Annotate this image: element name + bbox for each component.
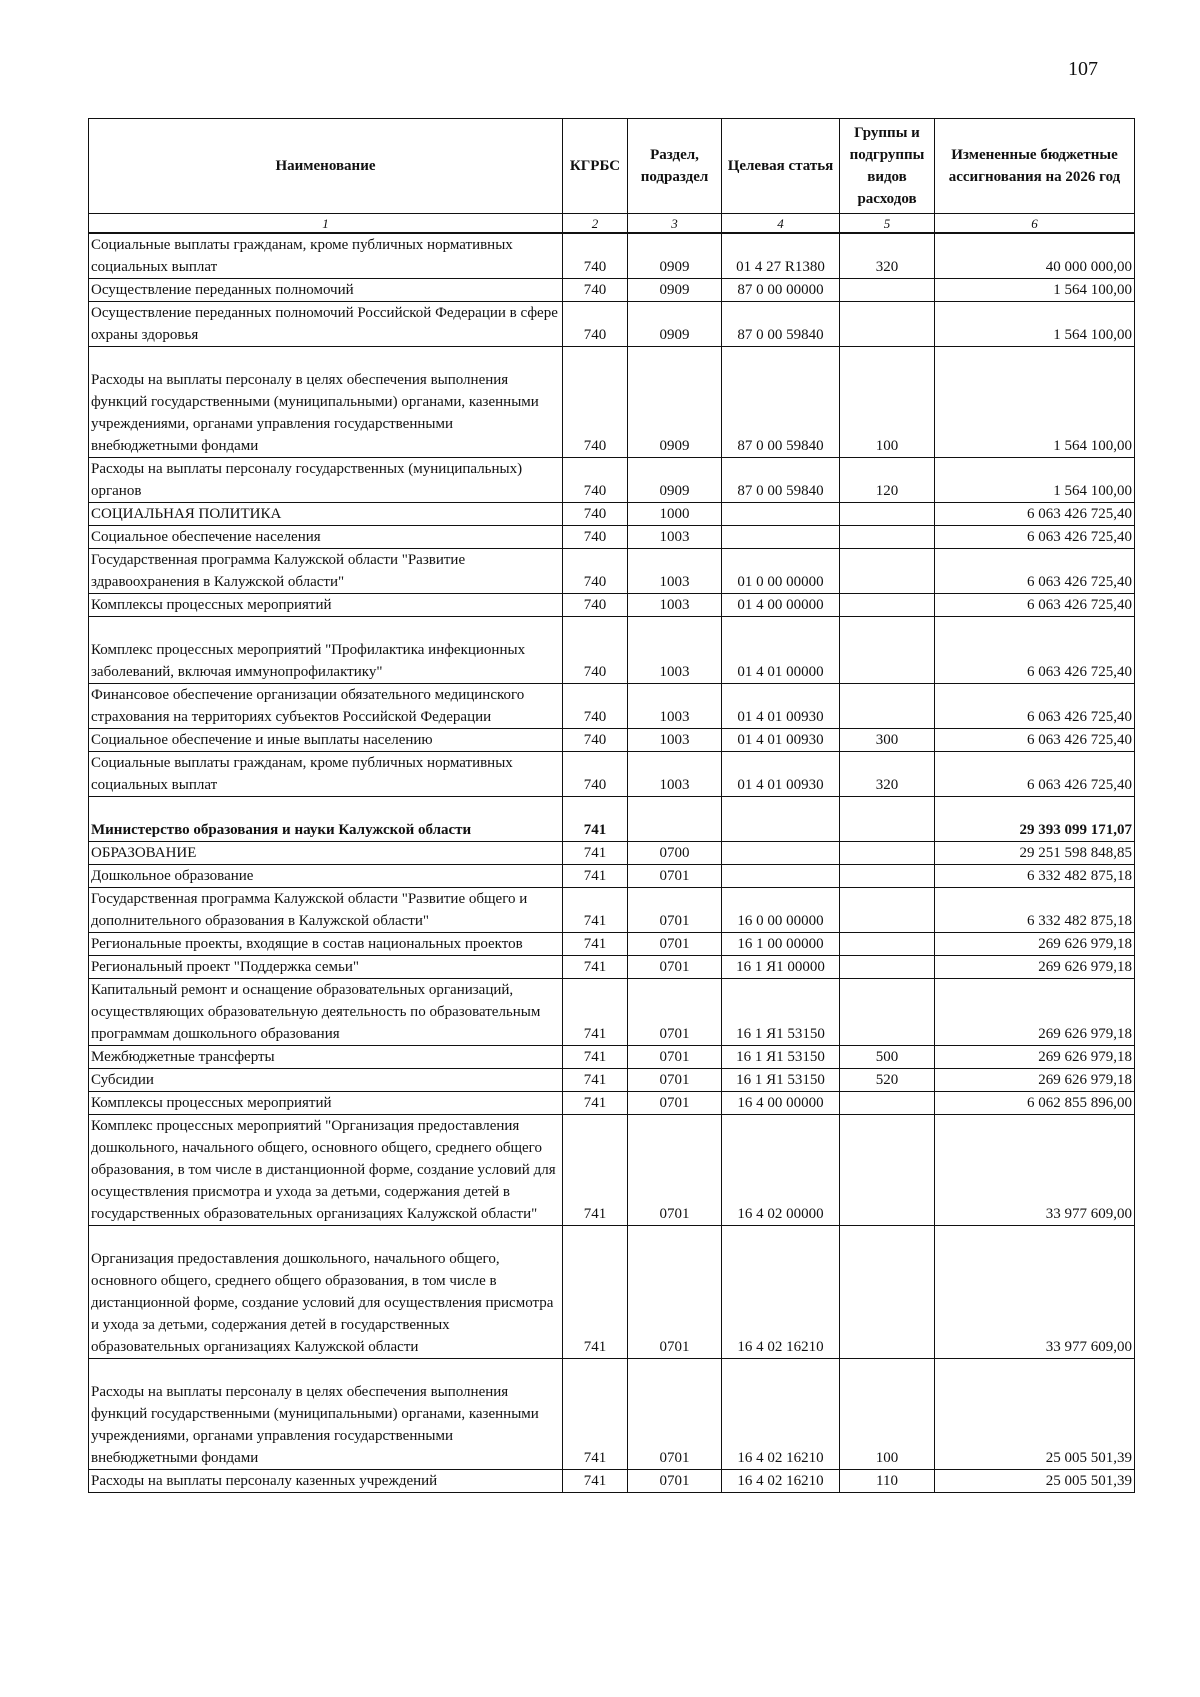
row-section-cell [628, 797, 722, 842]
row-section-cell: 0701 [628, 1226, 722, 1359]
header-amount-2026: Измененные бюджетные ассигнования на 2026 год [935, 119, 1135, 214]
row-kgrbs-cell: 741 [563, 1069, 628, 1092]
row-name-cell [89, 797, 563, 842]
row-group-cell [840, 797, 935, 842]
table-row [89, 979, 1135, 1046]
row-name-cell: ОБРАЗОВАНИЕ [89, 842, 563, 865]
column-number: 6 [935, 214, 1135, 234]
row-kgrbs-cell: 741 [563, 1092, 628, 1115]
column-number: 2 [563, 214, 628, 234]
row-amount-cell: 269 626 979,18 [935, 1069, 1135, 1092]
row-amount-cell: 269 626 979,18 [935, 979, 1135, 1046]
row-amount-cell: 6 063 426 725,40 [935, 684, 1135, 729]
row-group-cell [840, 888, 935, 933]
row-name-cell [89, 617, 563, 684]
row-target-cell: 16 4 02 16210 [722, 1470, 840, 1493]
row-section-cell: 0701 [628, 865, 722, 888]
row-kgrbs-cell: 741 [563, 797, 628, 842]
row-target-cell: 16 4 02 16210 [722, 1359, 840, 1470]
table-row [89, 933, 1135, 956]
row-section-cell: 0701 [628, 1359, 722, 1470]
row-amount-cell: 40 000 000,00 [935, 233, 1135, 279]
row-name-cell: Межбюджетные трансферты [89, 1046, 563, 1069]
row-group-cell [840, 956, 935, 979]
row-name-text: Расходы на выплаты персоналу в целях обеспечения выполнения функций государственными (муниципальными) органами, казенными учреждениями, органами управления государственными внебюджетными фондами [91, 372, 539, 454]
row-amount-cell: 25 005 501,39 [935, 1470, 1135, 1493]
table-row [89, 549, 1135, 594]
row-group-cell [840, 1115, 935, 1226]
row-target-cell: 01 4 01 00930 [722, 729, 840, 752]
row-amount-cell: 33 977 609,00 [935, 1115, 1135, 1226]
row-amount-cell: 29 393 099 171,07 [935, 797, 1135, 842]
row-section-cell: 0701 [628, 933, 722, 956]
row-name-text: Расходы на выплаты персоналу в целях обеспечения выполнения функций государственными (муниципальными) органами, казенными учреждениями, органами управления государственными внебюджетными фондами [91, 1384, 539, 1466]
row-group-cell [840, 1092, 935, 1115]
table-row [89, 1069, 1135, 1092]
row-section-cell: 0909 [628, 302, 722, 347]
table-header [89, 119, 1135, 214]
row-name-cell: Государственная программа Калужской области "Развитие общего и дополнительного образования в Калужской области" [89, 888, 563, 933]
row-group-cell [840, 979, 935, 1046]
row-top-gap [91, 1359, 558, 1381]
row-kgrbs-cell: 740 [563, 503, 628, 526]
row-amount-cell: 6 332 482 875,18 [935, 888, 1135, 933]
row-name-cell [89, 347, 563, 458]
column-number: 1 [89, 214, 563, 234]
table-row [89, 1046, 1135, 1069]
row-amount-cell: 6 332 482 875,18 [935, 865, 1135, 888]
row-section-cell: 1003 [628, 684, 722, 729]
row-kgrbs-cell: 740 [563, 729, 628, 752]
row-group-cell [840, 1226, 935, 1359]
table-row [89, 594, 1135, 617]
row-target-cell: 16 1 Я1 00000 [722, 956, 840, 979]
row-name-cell: Капитальный ремонт и оснащение образовательных организаций, осуществляющих образовательную деятельность по образовательным программам дошкольного образования [89, 979, 563, 1046]
row-name-cell: Государственная программа Калужской области "Развитие здравоохранения в Калужской области" [89, 549, 563, 594]
row-target-cell: 01 0 00 00000 [722, 549, 840, 594]
row-group-cell [840, 594, 935, 617]
row-target-cell: 01 4 00 00000 [722, 594, 840, 617]
row-section-cell: 0909 [628, 279, 722, 302]
row-name-cell: СОЦИАЛЬНАЯ ПОЛИТИКА [89, 503, 563, 526]
row-section-cell: 0909 [628, 458, 722, 503]
row-amount-cell: 29 251 598 848,85 [935, 842, 1135, 865]
row-group-cell: 320 [840, 752, 935, 797]
row-amount-cell: 1 564 100,00 [935, 347, 1135, 458]
row-group-cell [840, 684, 935, 729]
header-expense-groups: Группы и подгруппы видов расходов [840, 119, 935, 214]
row-amount-cell: 1 564 100,00 [935, 458, 1135, 503]
row-target-cell [722, 526, 840, 549]
row-kgrbs-cell: 740 [563, 594, 628, 617]
row-amount-cell: 1 564 100,00 [935, 279, 1135, 302]
row-name-cell: Социальное обеспечение и иные выплаты населению [89, 729, 563, 752]
row-section-cell: 0909 [628, 347, 722, 458]
row-target-cell: 01 4 01 00930 [722, 752, 840, 797]
row-group-cell [840, 549, 935, 594]
row-kgrbs-cell: 740 [563, 617, 628, 684]
table-row [89, 1115, 1135, 1226]
row-target-cell: 87 0 00 59840 [722, 302, 840, 347]
row-target-cell: 87 0 00 59840 [722, 347, 840, 458]
row-name-cell: Расходы на выплаты персоналу казенных учреждений [89, 1470, 563, 1493]
row-name-cell: Дошкольное образование [89, 865, 563, 888]
row-kgrbs-cell: 741 [563, 888, 628, 933]
table-row [89, 956, 1135, 979]
row-name-cell: Социальные выплаты гражданам, кроме публичных нормативных социальных выплат [89, 233, 563, 279]
table-row [89, 865, 1135, 888]
row-target-cell: 16 4 02 16210 [722, 1226, 840, 1359]
table-row [89, 279, 1135, 302]
table-row [89, 842, 1135, 865]
table-row [89, 458, 1135, 503]
row-target-cell: 16 1 Я1 53150 [722, 1046, 840, 1069]
row-top-gap [91, 617, 558, 639]
row-target-cell [722, 503, 840, 526]
row-target-cell: 16 1 Я1 53150 [722, 979, 840, 1046]
row-group-cell: 120 [840, 458, 935, 503]
row-amount-cell: 6 062 855 896,00 [935, 1092, 1135, 1115]
row-target-cell: 16 1 Я1 53150 [722, 1069, 840, 1092]
row-amount-cell: 6 063 426 725,40 [935, 617, 1135, 684]
row-group-cell [840, 503, 935, 526]
row-section-cell: 0701 [628, 1115, 722, 1226]
row-name-cell: Осуществление переданных полномочий [89, 279, 563, 302]
page-number: 107 [1068, 58, 1098, 80]
row-kgrbs-cell: 740 [563, 752, 628, 797]
row-section-cell: 1003 [628, 526, 722, 549]
row-name-cell: Финансовое обеспечение организации обязательного медицинского страхования на территориях субъектов Российской Федерации [89, 684, 563, 729]
table-row [89, 797, 1135, 842]
row-name-cell: Комплексы процессных мероприятий [89, 594, 563, 617]
table-row [89, 1092, 1135, 1115]
column-number: 4 [722, 214, 840, 234]
table-row [89, 888, 1135, 933]
row-target-cell: 16 0 00 00000 [722, 888, 840, 933]
row-section-cell: 0701 [628, 1092, 722, 1115]
table-row [89, 302, 1135, 347]
row-kgrbs-cell: 741 [563, 979, 628, 1046]
table-row [89, 1226, 1135, 1359]
header-kgrbs: КГРБС [563, 119, 628, 214]
row-section-cell: 1003 [628, 729, 722, 752]
header-name: Наименование [89, 119, 563, 214]
row-target-cell: 16 1 00 00000 [722, 933, 840, 956]
row-section-cell: 0701 [628, 956, 722, 979]
row-name-cell: Комплексы процессных мероприятий [89, 1092, 563, 1115]
row-section-cell: 0700 [628, 842, 722, 865]
row-top-gap [91, 797, 558, 819]
row-name-cell [89, 1359, 563, 1470]
row-amount-cell: 6 063 426 725,40 [935, 549, 1135, 594]
row-kgrbs-cell: 741 [563, 1470, 628, 1493]
row-amount-cell: 6 063 426 725,40 [935, 752, 1135, 797]
row-kgrbs-cell: 741 [563, 956, 628, 979]
row-amount-cell: 25 005 501,39 [935, 1359, 1135, 1470]
row-amount-cell: 6 063 426 725,40 [935, 526, 1135, 549]
budget-allocation-table [88, 118, 1135, 1493]
row-amount-cell: 269 626 979,18 [935, 1046, 1135, 1069]
row-name-cell: Комплекс процессных мероприятий "Организация предоставления дошкольного, начального общего, основного общего, среднего общего образования, в том числе в дистанционной форме, создание условий для осуществления присмотра и ухода за детьми, содержания детей в государственных образовательных организациях Калужской области" [89, 1115, 563, 1226]
row-name-cell: Социальные выплаты гражданам, кроме публичных нормативных социальных выплат [89, 752, 563, 797]
row-amount-cell: 6 063 426 725,40 [935, 503, 1135, 526]
row-group-cell: 100 [840, 347, 935, 458]
row-name-cell: Социальное обеспечение населения [89, 526, 563, 549]
row-amount-cell: 33 977 609,00 [935, 1226, 1135, 1359]
row-group-cell: 520 [840, 1069, 935, 1092]
row-name-cell [89, 1226, 563, 1359]
row-kgrbs-cell: 741 [563, 1226, 628, 1359]
row-name-cell: Расходы на выплаты персоналу государственных (муниципальных) органов [89, 458, 563, 503]
row-name-cell: Региональный проект "Поддержка семьи" [89, 956, 563, 979]
header-target-article: Целевая статья [722, 119, 840, 214]
row-group-cell [840, 617, 935, 684]
row-group-cell: 110 [840, 1470, 935, 1493]
row-kgrbs-cell: 740 [563, 279, 628, 302]
row-kgrbs-cell: 740 [563, 458, 628, 503]
row-section-cell: 0701 [628, 888, 722, 933]
row-amount-cell: 1 564 100,00 [935, 302, 1135, 347]
row-kgrbs-cell: 741 [563, 1115, 628, 1226]
row-kgrbs-cell: 741 [563, 842, 628, 865]
table-row [89, 526, 1135, 549]
row-section-cell: 1000 [628, 503, 722, 526]
table-row [89, 752, 1135, 797]
row-group-cell: 500 [840, 1046, 935, 1069]
row-kgrbs-cell: 741 [563, 1359, 628, 1470]
row-group-cell [840, 865, 935, 888]
row-section-cell: 0701 [628, 1069, 722, 1092]
row-target-cell [722, 842, 840, 865]
row-kgrbs-cell: 741 [563, 1046, 628, 1069]
row-group-cell [840, 279, 935, 302]
row-target-cell: 16 4 00 00000 [722, 1092, 840, 1115]
row-kgrbs-cell: 740 [563, 302, 628, 347]
row-kgrbs-cell: 740 [563, 684, 628, 729]
row-amount-cell: 269 626 979,18 [935, 933, 1135, 956]
row-group-cell: 320 [840, 233, 935, 279]
row-section-cell: 1003 [628, 549, 722, 594]
table-row [89, 233, 1135, 279]
header-section: Раздел, подраздел [628, 119, 722, 214]
row-top-gap [91, 347, 558, 369]
row-target-cell: 87 0 00 00000 [722, 279, 840, 302]
table-row [89, 729, 1135, 752]
row-kgrbs-cell: 740 [563, 233, 628, 279]
row-section-cell: 0701 [628, 979, 722, 1046]
row-amount-cell: 6 063 426 725,40 [935, 594, 1135, 617]
row-target-cell: 16 4 02 00000 [722, 1115, 840, 1226]
row-section-cell: 0909 [628, 233, 722, 279]
row-name-cell: Осуществление переданных полномочий Российской Федерации в сфере охраны здоровья [89, 302, 563, 347]
row-group-cell: 300 [840, 729, 935, 752]
row-target-cell: 01 4 01 00000 [722, 617, 840, 684]
row-target-cell: 01 4 27 R1380 [722, 233, 840, 279]
row-name-text: Министерство образования и науки Калужской области [91, 822, 472, 838]
table-row [89, 1359, 1135, 1470]
row-target-cell [722, 865, 840, 888]
row-amount-cell: 269 626 979,18 [935, 956, 1135, 979]
row-top-gap [91, 1226, 558, 1248]
row-target-cell: 01 4 01 00930 [722, 684, 840, 729]
table-row [89, 1470, 1135, 1493]
row-name-text: Организация предоставления дошкольного, начального общего, основного общего, среднего общего образования, в том числе в дистанционной форме, создание условий для осуществления присмотра и ухода за детьми, содержания детей в государственных образовательных организациях Калужской области [91, 1251, 554, 1355]
row-kgrbs-cell: 741 [563, 865, 628, 888]
row-group-cell [840, 933, 935, 956]
row-kgrbs-cell: 741 [563, 933, 628, 956]
row-section-cell: 0701 [628, 1046, 722, 1069]
row-section-cell: 1003 [628, 594, 722, 617]
row-group-cell [840, 302, 935, 347]
row-kgrbs-cell: 740 [563, 549, 628, 594]
row-group-cell: 100 [840, 1359, 935, 1470]
row-target-cell [722, 797, 840, 842]
row-name-cell: Региональные проекты, входящие в состав национальных проектов [89, 933, 563, 956]
column-number: 3 [628, 214, 722, 234]
row-section-cell: 1003 [628, 752, 722, 797]
column-numbers-row [89, 214, 1135, 234]
row-kgrbs-cell: 740 [563, 526, 628, 549]
row-name-cell: Субсидии [89, 1069, 563, 1092]
row-name-text: Комплекс процессных мероприятий "Профилактика инфекционных заболеваний, включая иммунопрофилактику" [91, 642, 526, 680]
column-number: 5 [840, 214, 935, 234]
row-group-cell [840, 526, 935, 549]
row-section-cell: 1003 [628, 617, 722, 684]
row-amount-cell: 6 063 426 725,40 [935, 729, 1135, 752]
table-row [89, 617, 1135, 684]
row-group-cell [840, 842, 935, 865]
row-section-cell: 0701 [628, 1470, 722, 1493]
row-target-cell: 87 0 00 59840 [722, 458, 840, 503]
table-row [89, 347, 1135, 458]
table-row [89, 503, 1135, 526]
row-kgrbs-cell: 740 [563, 347, 628, 458]
table-row [89, 684, 1135, 729]
